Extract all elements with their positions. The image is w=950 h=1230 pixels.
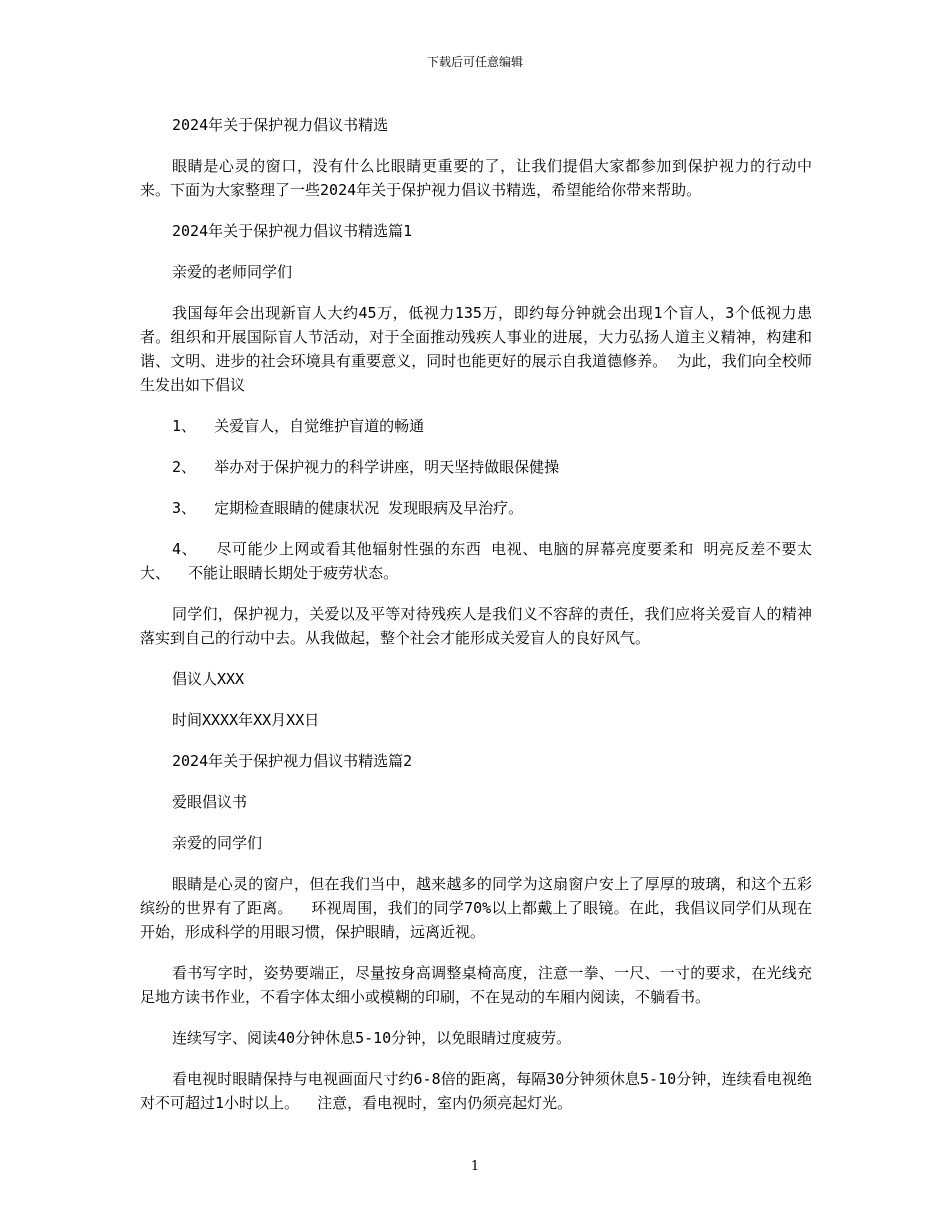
salutation: 亲爱的老师同学们 (172, 263, 293, 281)
list-item: 3、 定期检查眼睛的健康状况 发现眼病及早治疗。 (172, 499, 524, 517)
section-heading-2: 2024年关于保护视力倡议书精选篇2 (172, 752, 413, 770)
body-paragraph: 连续写字、阅读40分钟休息5-10分钟，以免眼睛过度疲劳。 (172, 1029, 572, 1047)
signatory: 倡议人XXX (172, 670, 245, 688)
body-paragraph: 我国每年会出现新盲人大约45万，低视力135万，即约每分钟就会出现1个盲人，3个低视力患者。组织和开展国际盲人节活动，对于全面推动残疾人事业的进展，大力弘扬人道主义精神，构建和谐、文明、进步的社会环境具有重要意义，同时也能更好的展示自我道德修养。 为此，我们向全校师生发出如下倡议 (140, 304, 812, 394)
page-header-note: 下载后可任意编辑 (426, 55, 523, 69)
salutation: 亲爱的同学们 (172, 834, 263, 852)
intro-paragraph: 眼睛是心灵的窗口，没有什么比眼睛更重要的了，让我们提倡大家都参加到保护视力的行动中来。下面为大家整理了一些2024年关于保护视力倡议书精选，希望能给你带来帮助。 (140, 157, 812, 199)
section-heading-1: 2024年关于保护视力倡议书精选篇1 (172, 222, 413, 240)
body-paragraph: 看电视时眼睛保持与电视画面尺寸约6-8倍的距离，每隔30分钟须休息5-10分钟，连续看电视绝对不可超过1小时以上。 注意，看电视时，室内仍须亮起灯光。 (140, 1070, 812, 1112)
body-paragraph: 眼睛是心灵的窗户，但在我们当中，越来越多的同学为这扇窗户安上了厚厚的玻璃，和这个五彩缤纷的世界有了距离。 环视周围，我们的同学70%以上都戴上了眼镜。在此，我倡议同学们从现在开始，形成科学的用眼习惯，保护眼睛，远离近视。 (140, 875, 812, 941)
body-paragraph: 同学们，保护视力，关爱以及平等对待残疾人是我们义不容辞的责任，我们应将关爱盲人的精神落实到自己的行动中去。从我做起，整个社会才能形成关爱盲人的良好风气。 (140, 605, 812, 647)
list-item: 2、 举办对于保护视力的科学讲座，明天坚持做眼保健操 (172, 458, 560, 476)
list-item: 1、 关爱盲人，自觉维护盲道的畅通 (172, 417, 425, 435)
body-paragraph: 看书写字时，姿势要端正，尽量按身高调整桌椅高度，注意一拳、一尺、一寸的要求，在光线充足地方读书作业，不看字体太细小或模糊的印刷，不在晃动的车厢内阅读，不躺看书。 (140, 964, 812, 1006)
subsection-title: 爱眼倡议书 (172, 793, 248, 811)
page-number: 1 (470, 1159, 480, 1174)
document-title: 2024年关于保护视力倡议书精选 (172, 116, 389, 134)
list-item: 4、 尽可能少上网或看其他辐射性强的东西 电视、电脑的屏幕亮度要柔和 明亮反差不要太大、 不能让眼睛长期处于疲劳状态。 (140, 540, 812, 582)
document-body (140, 113, 812, 1132)
date-line: 时间XXXX年XX月XX日 (172, 711, 320, 729)
